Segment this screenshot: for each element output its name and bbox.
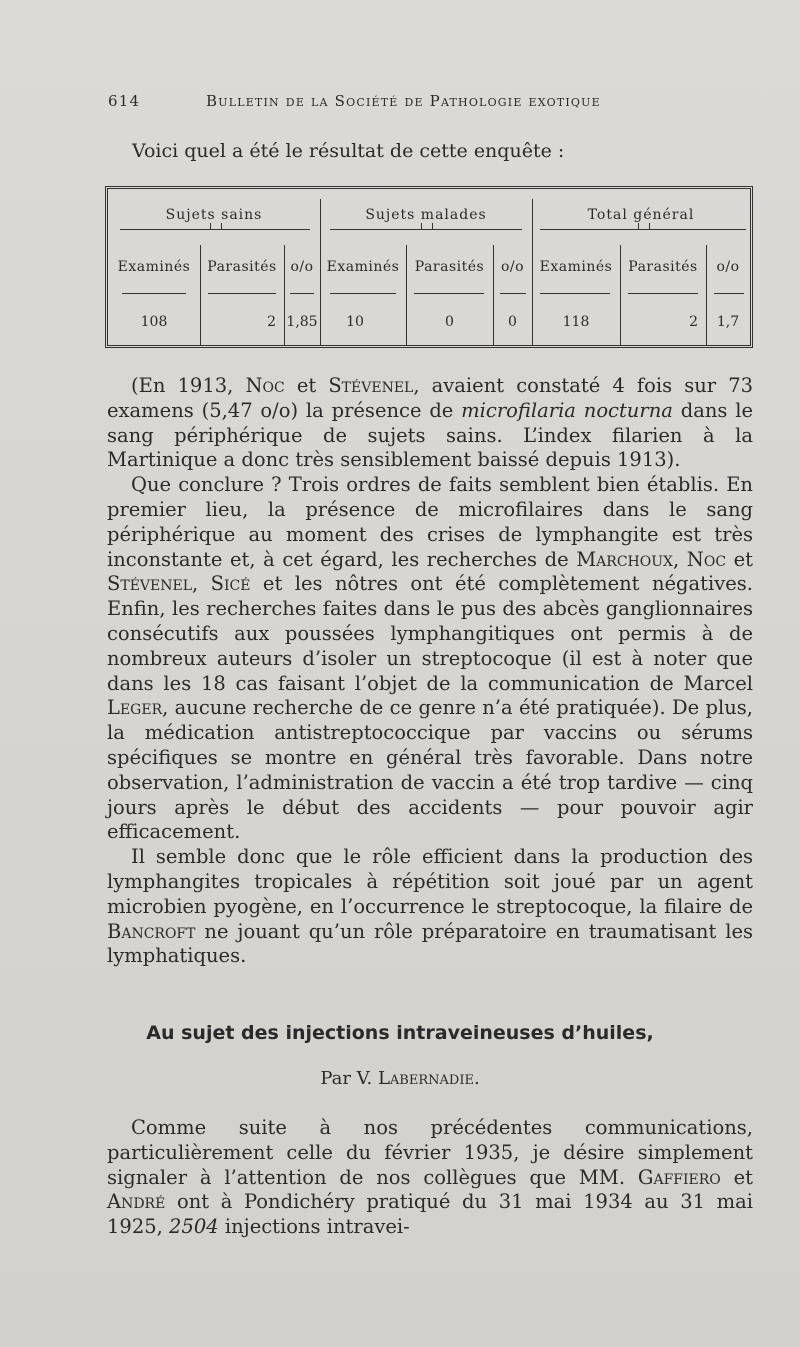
table-cell: 2 xyxy=(689,314,698,330)
header-rule xyxy=(290,293,314,294)
column-header: o/o xyxy=(290,259,314,275)
column-header: o/o xyxy=(716,259,740,275)
intro-line: Voici quel a été le résultat de cette enquête : xyxy=(132,140,565,162)
column-header: Examinés xyxy=(117,259,191,275)
table-cell: 10 xyxy=(346,314,364,330)
table-cell: 118 xyxy=(562,314,590,330)
group-header-sains: Sujets sains xyxy=(165,207,263,223)
group-brace xyxy=(330,229,522,240)
header-rule xyxy=(208,293,276,294)
header-rule xyxy=(122,293,186,294)
group-brace xyxy=(540,229,746,240)
section-body-text xyxy=(107,1116,753,1240)
group-header-total: Total général xyxy=(587,207,695,223)
column-header: Parasités xyxy=(628,259,698,275)
column-header: Parasités xyxy=(207,259,277,275)
header-rule xyxy=(500,293,526,294)
paragraph: (En 1913, Noc et Stévenel, avaient constaté 4 fois sur 73 examens (5,47 o/o) la présence de microfilaria nocturna dans le sang périphérique de sujets sains. L’index filarien à la Martinique a donc très sensiblement baissé depuis 1913). xyxy=(107,374,754,472)
body-text xyxy=(107,374,753,969)
column-header: Parasités xyxy=(414,259,485,275)
page-number: 614 xyxy=(108,92,141,110)
header-rule xyxy=(540,293,610,294)
running-title: Bulletin de la Société de Pathologie exotique xyxy=(206,92,601,110)
paragraph: Comme suite à nos précédentes communications, particulièrement celle du février 1935, je désire simplement signaler à l’attention de nos collègues que MM. Gaffiero et André ont à Pondichéry pratiqué du 31 mai 1934 au 31 mai 1925, 2504 injections intravei- xyxy=(107,1116,754,1239)
table-cell: 2 xyxy=(267,314,276,330)
table-cell: 0 xyxy=(445,314,454,330)
results-table xyxy=(105,186,753,348)
paragraph: Il semble donc que le rôle efficient dans la production des lymphangites tropicales à répétition soit joué par un agent microbien pyogène, en l’occurrence le streptocoque, la filaire de Bancroft ne jouant qu’un rôle préparatoire en traumatisant les lymphatiques. xyxy=(107,845,753,968)
table-cell: 108 xyxy=(140,314,168,330)
column-header: o/o xyxy=(500,259,525,275)
header-rule xyxy=(330,293,396,294)
group-brace xyxy=(120,229,310,240)
author-line: Par V. Labernadie. xyxy=(320,1068,480,1089)
header-rule xyxy=(414,293,484,294)
header-rule xyxy=(628,293,698,294)
table-cell: 1,7 xyxy=(716,314,740,330)
paragraph: Que conclure ? Trois ordres de faits semblent bien établis. En premier lieu, la présence de microfilaires dans le sang périphérique au moment des crises de lymphangite est très inconstante et, à cet égard, les recherches de Marchoux, Noc et Stévenel, Sicé et les nôtres ont été complètement négatives. Enfin, les recherches faites dans le pus des abcès ganglionnaires consécutifs aux poussées lymphangitiques ont permis à de nombreux auteurs d’isoler un streptocoque (il est à noter que dans les 18 cas faisant l’objet de la communication de Marcel Leger, aucune recherche de ce genre n’a été pratiquée). De plus, la médication antistreptococcique par vaccins ou sérums spécifiques se montre en général très favorable. Dans notre observation, l’administration de vaccin a été trop tardive — cinq jours après le début des accidents — pour pouvoir agir efficacement. xyxy=(107,473,753,844)
section-title: Au sujet des injections intraveineuses d’huiles, xyxy=(146,1022,654,1044)
column-header: Examinés xyxy=(326,259,400,275)
group-header-malades: Sujets malades xyxy=(365,207,487,223)
column-header: Examinés xyxy=(539,259,613,275)
table-cell: 1,85 xyxy=(286,314,318,330)
table-cell: 0 xyxy=(508,314,517,330)
header-rule xyxy=(714,293,744,294)
